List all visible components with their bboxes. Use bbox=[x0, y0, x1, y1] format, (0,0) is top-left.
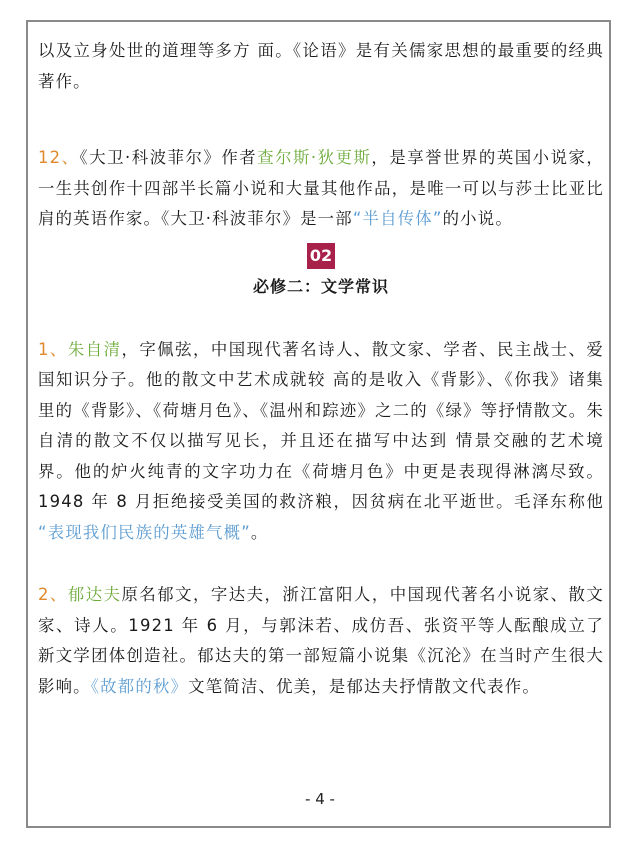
paragraph-text: 原名郁文，字达夫，浙江富阳人，中国现代著名小说家、散文家、诗人。1921 年 6 月，与郭沫若、成仿吾、张资平等人酝酿成立了新文学团体创造社。郁达夫的第一部短篇小说集《沉沦》在当时产生很大影响。 bbox=[38, 585, 604, 696]
paragraph-text: 文笔简洁、优美，是郁达夫抒情散文代表作。 bbox=[188, 676, 540, 696]
author-name: 郁达夫 bbox=[67, 585, 122, 604]
paragraph-item-2 bbox=[38, 580, 604, 702]
highlight-phrase: “半自传体” bbox=[352, 209, 443, 228]
item-number: 2、 bbox=[38, 585, 68, 604]
item-number: 1、 bbox=[38, 339, 68, 359]
paragraph-text: 以及立身处世的道理等多方 面。《论语》是有关儒家思想的最重要的经典著作。 bbox=[38, 41, 604, 91]
document-body bbox=[38, 36, 604, 702]
author-name: 朱自清 bbox=[67, 339, 122, 359]
paragraph-analects-end bbox=[38, 36, 604, 97]
paragraph-text: 的小说。 bbox=[442, 209, 513, 228]
paragraph-item-1 bbox=[38, 335, 604, 549]
section-title: 必修二：文学常识 bbox=[252, 276, 389, 296]
page-number: - 4 - bbox=[305, 790, 335, 808]
section-number-badge: 02 bbox=[307, 243, 335, 269]
item-number: 12、 bbox=[38, 148, 80, 167]
section-badge-wrap bbox=[38, 243, 604, 271]
work-title: 《故都的秋》 bbox=[90, 676, 189, 696]
paragraph-text: ，字佩弦，中国现代著名诗人、散文家、学者、民主战士、爱国知识分子。他的散文中艺术成就较 高的是收入《背影》、《你我》诸集里的《背影》、《荷塘月色》、《温州和踪迹》之二的《绿》等抒情散文。朱自清的散文不仅以描写见长，并且还在描写中达到 情景交融的艺术境界。他的炉火纯青的文字功力在《荷塘月色》中更是表现得淋漓尽致。1948 年 8 月拒绝接受美国的救济粮，因贫病在北平逝世。毛泽东称他 bbox=[38, 339, 604, 511]
paragraph-text: 。 bbox=[250, 522, 269, 542]
highlight-quote: “表现我们民族的英雄气概” bbox=[38, 522, 251, 542]
paragraph-text: 《大卫·科波菲尔》作者 bbox=[79, 148, 258, 167]
paragraph-text: ，是享誉世界的英国小说家，一生共创作十四部半长篇小说和大量其他作品，是唯一可以与莎士比亚比肩的英语作家。《大卫·科波菲尔》是一部 bbox=[38, 148, 604, 228]
author-name: 查尔斯·狄更斯 bbox=[257, 148, 372, 167]
paragraph-item-12 bbox=[38, 143, 604, 235]
